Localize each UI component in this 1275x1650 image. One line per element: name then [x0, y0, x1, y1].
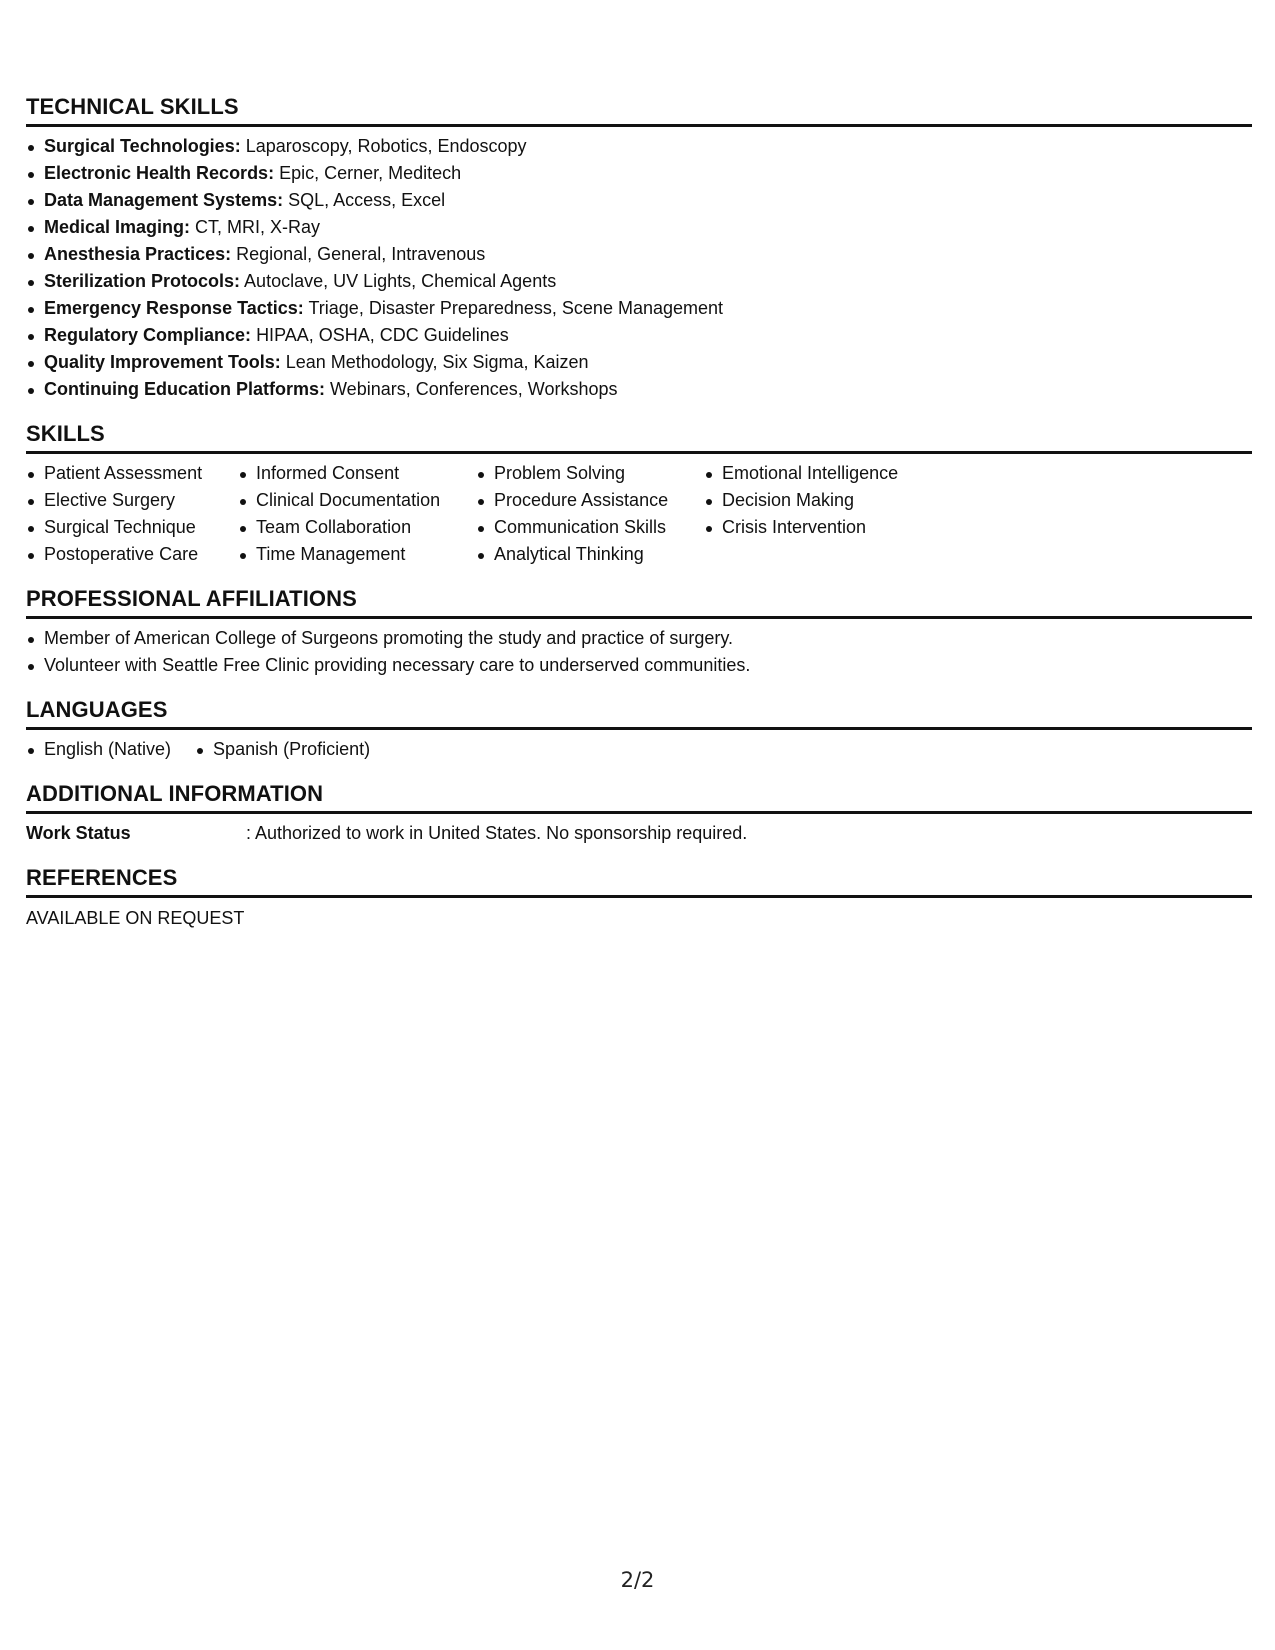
tech-skill-label: Electronic Health Records: — [44, 163, 275, 183]
references-heading: REFERENCES — [26, 865, 1252, 898]
tech-skill-label: Regulatory Compliance: — [44, 325, 252, 345]
affiliations-heading: PROFESSIONAL AFFILIATIONS — [26, 586, 1252, 619]
list-item — [26, 187, 1252, 214]
list-item: English (Native) — [26, 736, 171, 763]
references-section — [26, 865, 1252, 932]
tech-skill-label: Continuing Education Platforms: — [44, 379, 325, 399]
list-item: Surgical Technique — [26, 514, 238, 541]
list-item — [26, 322, 1252, 349]
languages-heading: LANGUAGES — [26, 697, 1252, 730]
tech-skill-value: CT, MRI, X-Ray — [195, 217, 321, 237]
technical-skills-section — [26, 94, 1252, 403]
list-item: Emotional Intelligence — [704, 460, 934, 487]
skills-column-4 — [704, 460, 934, 568]
list-item — [26, 241, 1252, 268]
skills-grid — [26, 460, 1252, 568]
technical-skills-list — [26, 133, 1252, 403]
list-item: Problem Solving — [476, 460, 704, 487]
list-item: Clinical Documentation — [238, 487, 476, 514]
list-item: Elective Surgery — [26, 487, 238, 514]
list-item: Spanish (Proficient) — [195, 736, 370, 763]
affiliations-list — [26, 625, 1252, 679]
tech-skill-label: Sterilization Protocols: — [44, 271, 241, 291]
list-item: Communication Skills — [476, 514, 704, 541]
tech-skill-label: Surgical Technologies: — [44, 136, 241, 156]
list-item: Member of American College of Surgeons promoting the study and practice of surgery. — [26, 625, 1252, 652]
list-item — [26, 349, 1252, 376]
skills-column-1 — [26, 460, 238, 568]
affiliations-section — [26, 586, 1252, 679]
languages-section — [26, 697, 1252, 763]
tech-skill-label: Anesthesia Practices: — [44, 244, 232, 264]
tech-skill-value: Regional, General, Intravenous — [236, 244, 486, 264]
list-item: Analytical Thinking — [476, 541, 704, 568]
list-item: Time Management — [238, 541, 476, 568]
list-item — [26, 268, 1252, 295]
list-item: Team Collaboration — [238, 514, 476, 541]
list-item: Crisis Intervention — [704, 514, 934, 541]
work-status-value: : Authorized to work in United States. No sponsorship required. — [246, 823, 748, 843]
tech-skill-label: Quality Improvement Tools: — [44, 352, 281, 372]
tech-skill-value: Lean Methodology, Six Sigma, Kaizen — [285, 352, 589, 372]
list-item: Postoperative Care — [26, 541, 238, 568]
tech-skill-label: Data Management Systems: — [44, 190, 284, 210]
list-item: Patient Assessment — [26, 460, 238, 487]
tech-skill-label: Medical Imaging: — [44, 217, 191, 237]
skills-section — [26, 421, 1252, 568]
skills-column-2 — [238, 460, 476, 568]
tech-skill-label: Emergency Response Tactics: — [44, 298, 304, 318]
languages-list — [26, 736, 1252, 763]
list-item: Informed Consent — [238, 460, 476, 487]
list-item — [26, 133, 1252, 160]
list-item — [26, 376, 1252, 403]
list-item — [26, 160, 1252, 187]
references-text: AVAILABLE ON REQUEST — [26, 908, 245, 928]
work-status-label: Work Status — [26, 823, 131, 843]
list-item: Decision Making — [704, 487, 934, 514]
tech-skill-value: Triage, Disaster Preparedness, Scene Management — [308, 298, 724, 318]
additional-info-section — [26, 781, 1252, 847]
skills-heading: SKILLS — [26, 421, 1252, 454]
skills-column-3 — [476, 460, 704, 568]
tech-skill-value: Autoclave, UV Lights, Chemical Agents — [244, 271, 557, 291]
list-item: Volunteer with Seattle Free Clinic providing necessary care to underserved communities. — [26, 652, 1252, 679]
list-item: Procedure Assistance — [476, 487, 704, 514]
tech-skill-value: Epic, Cerner, Meditech — [279, 163, 462, 183]
work-status-row — [26, 820, 1252, 847]
tech-skill-value: Webinars, Conferences, Workshops — [330, 379, 618, 399]
list-item — [26, 214, 1252, 241]
tech-skill-value: Laparoscopy, Robotics, Endoscopy — [245, 136, 527, 156]
additional-info-heading: ADDITIONAL INFORMATION — [26, 781, 1252, 814]
page-number: 2/2 — [620, 1568, 655, 1592]
technical-skills-heading: TECHNICAL SKILLS — [26, 94, 1252, 127]
tech-skill-value: SQL, Access, Excel — [288, 190, 446, 210]
list-item — [26, 295, 1252, 322]
resume-page — [26, 94, 1252, 950]
tech-skill-value: HIPAA, OSHA, CDC Guidelines — [256, 325, 509, 345]
